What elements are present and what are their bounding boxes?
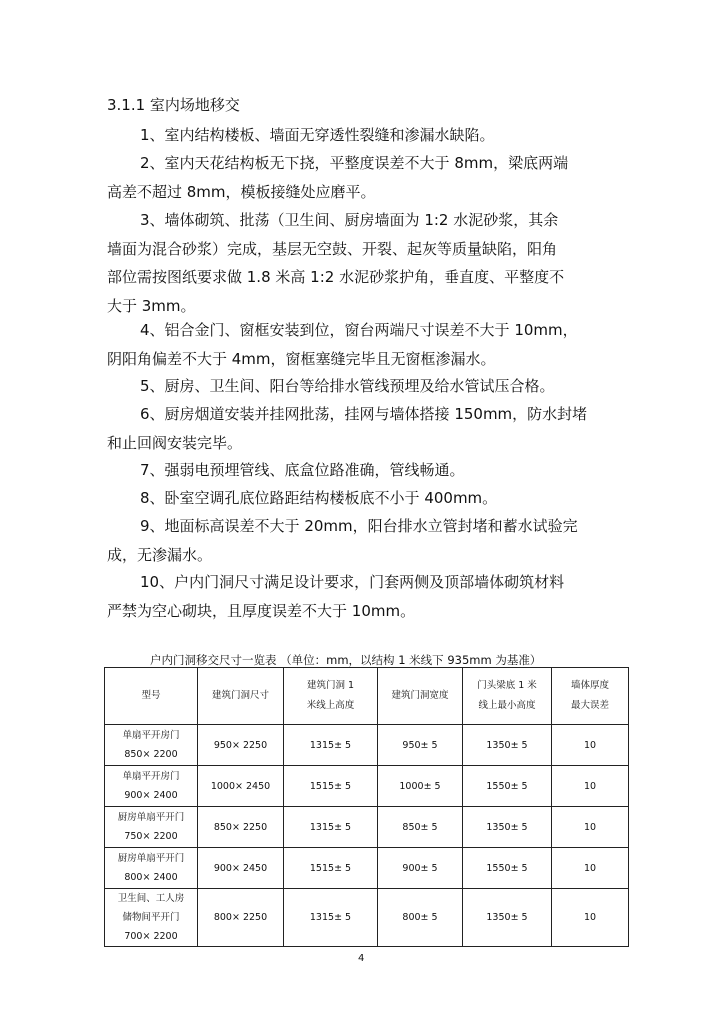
requirement-item-9 — [107, 512, 617, 569]
cell-width: 950± 5 — [378, 725, 463, 766]
table-row — [105, 807, 629, 848]
header-opening-height: 建筑门洞 1 米线上高度 — [284, 668, 378, 725]
table-row — [105, 725, 629, 766]
table-row — [105, 766, 629, 807]
cell-height: 1315± 5 — [284, 725, 378, 766]
item-line: 8、卧室空调孔底位路距结构楼板底不小于 400mm。 — [140, 489, 498, 507]
cell-type: 厨房单扇平开门 750× 2200 — [105, 807, 198, 848]
item-line: 1、室内结构楼板、墙面无穿透性裂缝和渗漏水缺陷。 — [140, 126, 495, 144]
item-line: 10、户内门洞尺寸满足设计要求，门套两侧及顶部墙体砌筑材料 — [140, 573, 565, 591]
cell-type: 单扇平开房门 900× 2400 — [105, 766, 198, 807]
item-line: 阴阳角偏差不大于 4mm，窗框塞缝完毕且无窗框渗漏水。 — [107, 349, 496, 368]
cell-height: 1515± 5 — [284, 766, 378, 807]
cell-height: 1315± 5 — [284, 807, 378, 848]
requirement-item-3 — [107, 206, 617, 320]
cell-type: 卫生间、工人房 储物间平开门 700× 2200 — [105, 889, 198, 947]
item-line: 5、厨房、卫生间、阳台等给排水管线预埋及给水管试压合格。 — [140, 377, 555, 395]
header-type: 型号 — [105, 668, 198, 725]
item-line: 2、室内天花结构板无下挠，平整度误差不大于 8mm，梁底两端 — [140, 154, 569, 172]
cell-size: 1000× 2450 — [198, 766, 284, 807]
cell-height: 1315± 5 — [284, 889, 378, 947]
cell-width: 850± 5 — [378, 807, 463, 848]
requirement-item-2 — [107, 149, 617, 206]
cell-width: 1000± 5 — [378, 766, 463, 807]
page-number: 4 — [358, 953, 365, 964]
header-opening-width: 建筑门洞宽度 — [378, 668, 463, 725]
cell-wall-error: 10 — [552, 766, 629, 807]
cell-type: 单扇平开房门 850× 2200 — [105, 725, 198, 766]
item-line: 和止回阀安装完毕。 — [107, 433, 243, 452]
requirement-item-5 — [107, 372, 617, 401]
cell-wall-error: 10 — [552, 889, 629, 947]
item-line: 9、地面标高误差不大于 20mm，阳台排水立管封堵和蓄水试验完 — [140, 517, 578, 535]
requirement-item-10 — [107, 568, 617, 625]
cell-width: 900± 5 — [378, 848, 463, 889]
cell-min-height: 1550± 5 — [463, 766, 552, 807]
item-line: 7、强弱电预埋管线、底盒位路准确，管线畅通。 — [140, 461, 465, 479]
door-opening-table — [104, 667, 629, 947]
cell-wall-error: 10 — [552, 725, 629, 766]
item-line: 成，无渗漏水。 — [107, 545, 213, 564]
item-line: 6、厨房烟道安装并挂网批荡，挂网与墙体搭接 150mm，防水封堵 — [140, 405, 588, 423]
table-row — [105, 889, 629, 947]
cell-height: 1515± 5 — [284, 848, 378, 889]
requirement-item-4 — [107, 316, 617, 373]
section-heading: 3.1.1 室内场地移交 — [107, 96, 240, 114]
cell-size: 950× 2250 — [198, 725, 284, 766]
item-line: 3、墙体砌筑、批荡（卫生间、厨房墙面为 1:2 水泥砂浆，其余 — [140, 211, 559, 229]
item-line: 4、铝合金门、窗框安装到位，窗台两端尺寸误差不大于 10mm， — [140, 321, 578, 339]
cell-wall-error: 10 — [552, 848, 629, 889]
cell-min-height: 1350± 5 — [463, 807, 552, 848]
cell-type: 厨房单扇平开门 800× 2400 — [105, 848, 198, 889]
table-caption: 户内门洞移交尺寸一览表 （单位：mm，以结构 1 米线下 935mm 为基准） — [150, 653, 542, 667]
item-line: 高差不超过 8mm，模板接缝处应磨平。 — [107, 182, 376, 201]
requirement-item-1 — [107, 121, 617, 150]
requirement-item-8 — [107, 484, 617, 513]
cell-wall-error: 10 — [552, 807, 629, 848]
header-opening-size: 建筑门洞尺寸 — [198, 668, 284, 725]
cell-min-height: 1550± 5 — [463, 848, 552, 889]
cell-width: 800± 5 — [378, 889, 463, 947]
cell-size: 850× 2250 — [198, 807, 284, 848]
table-row — [105, 848, 629, 889]
cell-min-height: 1350± 5 — [463, 889, 552, 947]
cell-min-height: 1350± 5 — [463, 725, 552, 766]
item-line: 部位需按图纸要求做 1.8 米高 1:2 水泥砂浆护角，垂直度、平整度不 — [107, 268, 565, 286]
item-line: 大于 3mm。 — [107, 296, 196, 315]
item-line: 墙面为混合砂浆）完成，基层无空鼓、开裂、起灰等质量缺陷，阳角 — [107, 239, 558, 258]
header-wall-error: 墙体厚度 最大误差 — [552, 668, 629, 725]
header-min-height: 门头梁底 1 米 线上最小高度 — [463, 668, 552, 725]
cell-size: 900× 2450 — [198, 848, 284, 889]
requirement-item-7 — [107, 456, 617, 485]
item-line: 严禁为空心砌块，且厚度误差不大于 10mm。 — [107, 601, 416, 620]
cell-size: 800× 2250 — [198, 889, 284, 947]
requirement-item-6 — [107, 400, 617, 457]
table-header-row — [105, 668, 629, 725]
